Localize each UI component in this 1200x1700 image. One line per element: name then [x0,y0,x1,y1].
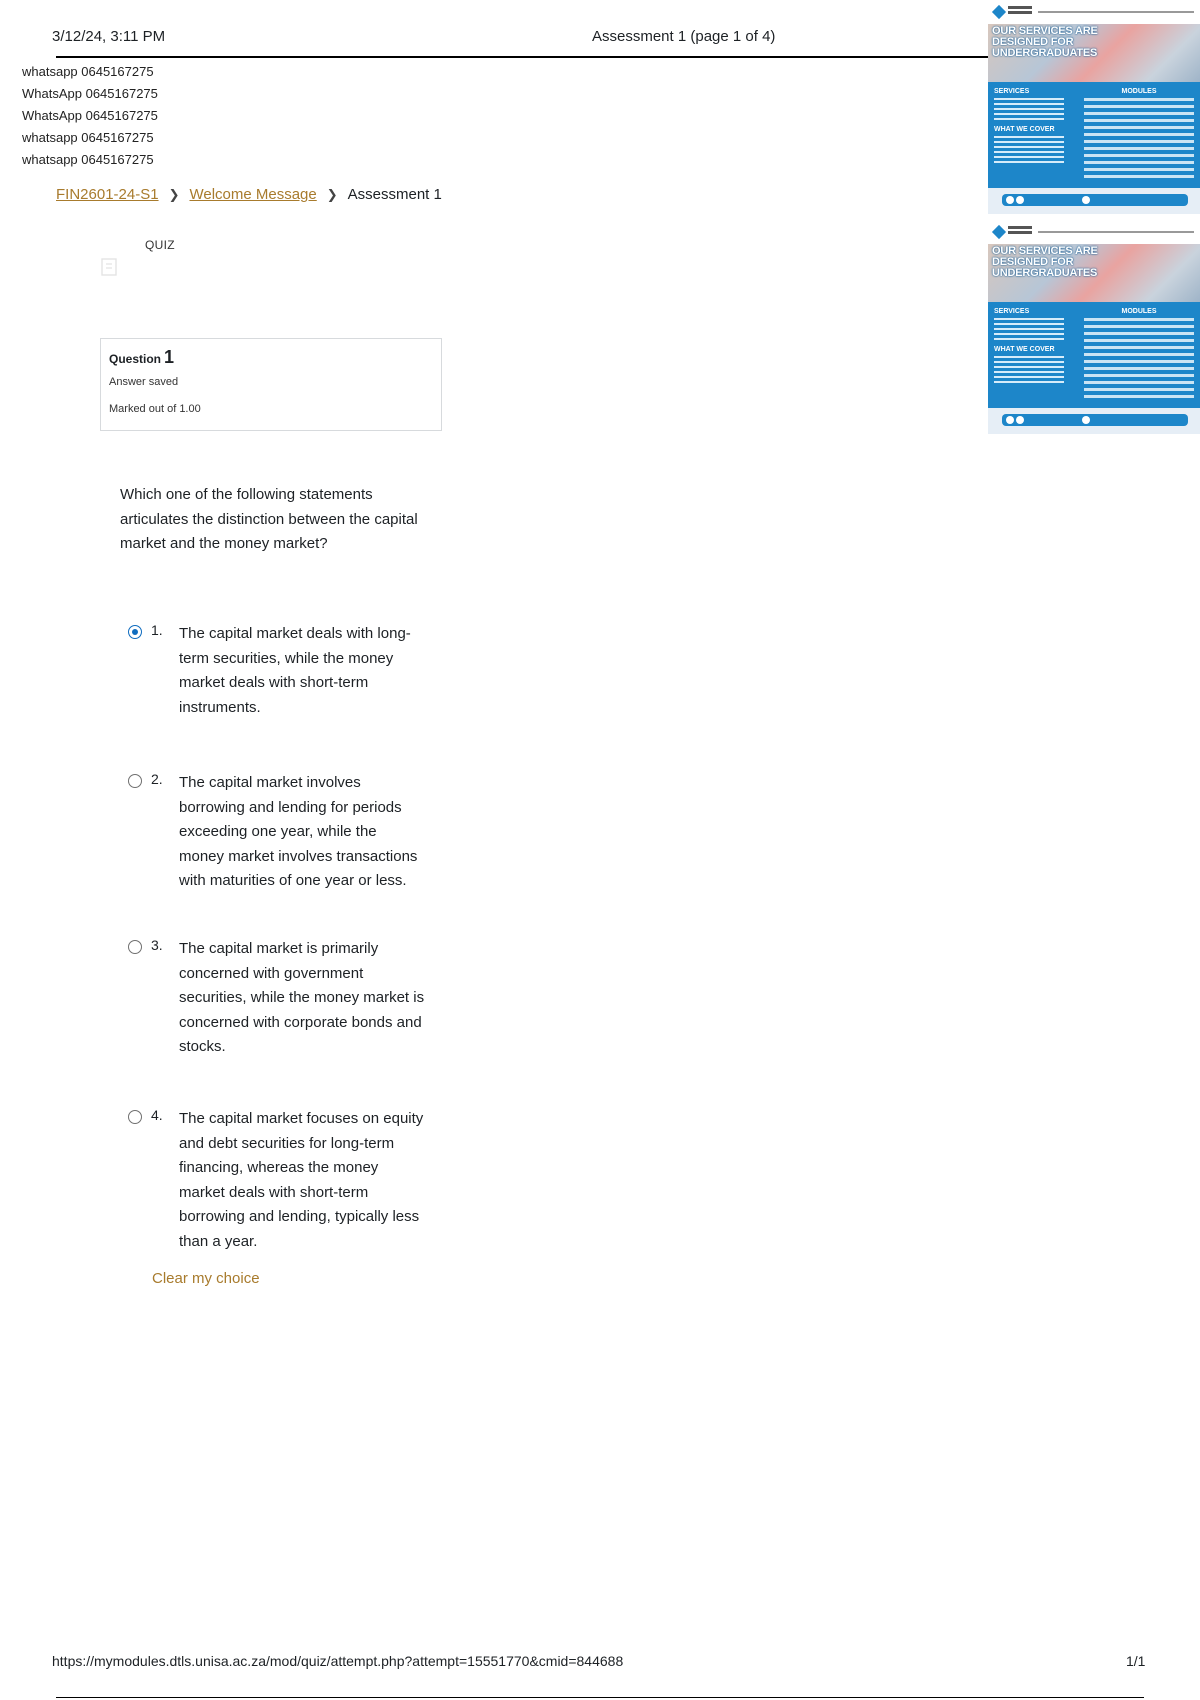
question-number: 1 [164,347,175,367]
logo-text-lines [1008,226,1032,229]
ad-cover-label: WHAT WE COVER [994,346,1055,353]
question-mark: Marked out of 1.00 [109,403,201,415]
radio-button[interactable] [128,940,142,954]
ad-modules-grid [1084,318,1194,402]
question-state: Answer saved [109,376,179,388]
watermark-text [22,61,158,171]
ad-services-label: SERVICES [994,308,1030,315]
answer-number: 3. [151,937,163,953]
breadcrumb-course-link[interactable]: FIN2601-24-S1 [56,186,159,203]
ad-tagline [1038,231,1194,233]
watermark-line: WhatsApp 0645167275 [22,86,158,101]
answer-number: 2. [151,771,163,787]
print-url: https://mymodules.dtls.unisa.ac.za/mod/quiz/attempt.php?attempt=15551770&cmid=844688 [52,1653,624,1669]
answer-text[interactable]: The capital market is primarily concerned with government securities, while the money market is concerned with corporate bonds and stocks. [179,940,425,1055]
answer-option-1[interactable] [128,622,425,720]
ad-banner[interactable] [988,2,1200,214]
answer-number: 4. [151,1107,163,1123]
breadcrumb-section-link[interactable]: Welcome Message [189,186,317,203]
ad-headline: OUR SERVICES ARE DESIGNED FOR UNDERGRADUATES [992,25,1098,59]
print-page-title: Assessment 1 (page 1 of 4) [592,28,776,45]
breadcrumb [56,186,442,203]
ad-banner[interactable] [988,222,1200,434]
ad-services-label: SERVICES [994,88,1030,95]
watermark-line: whatsapp 0645167275 [22,64,154,79]
answer-number: 1. [151,622,163,638]
chevron-right-icon: ❯ [326,186,338,202]
quiz-icon [100,256,122,278]
breadcrumb-current: Assessment 1 [347,186,442,203]
ad-tagline [1038,11,1194,13]
radio-button[interactable] [128,774,142,788]
whatsapp-icon [1016,416,1024,424]
ad-contact-bar [1002,194,1188,206]
email-icon [1082,196,1090,204]
radio-button-checked[interactable] [128,625,142,639]
question-heading [109,347,433,368]
phone-icon [1006,416,1014,424]
watermark-line: whatsapp 0645167275 [22,130,154,145]
email-icon [1082,416,1090,424]
ad-modules-grid [1084,98,1194,182]
ad-modules-label: MODULES [1121,308,1157,315]
answer-option-3[interactable] [128,937,425,1060]
answer-text[interactable]: The capital market deals with long-term securities, while the money market deals with short-term instruments. [179,625,411,716]
question-text: Which one of the following statements articulates the distinction between the capital market and the money market? [120,486,418,552]
clear-choice-link[interactable]: Clear my choice [152,1270,260,1287]
header-divider [56,56,988,58]
watermark-line: WhatsApp 0645167275 [22,108,158,123]
watermark-line: whatsapp 0645167275 [22,152,154,167]
footer-divider [56,1697,1144,1698]
question-info-box [100,338,442,431]
ad-headline: OUR SERVICES ARE DESIGNED FOR UNDERGRADUATES [992,245,1098,279]
whatsapp-icon [1016,196,1024,204]
activity-type-label: QUIZ [145,238,175,252]
ad-cover-label: WHAT WE COVER [994,126,1055,133]
print-page-number: 1/1 [1126,1653,1146,1669]
radio-button[interactable] [128,1110,142,1124]
phone-icon [1006,196,1014,204]
question-label: Question [109,352,162,366]
ad-services-column [994,88,1072,184]
ad-modules-label: MODULES [1121,88,1157,95]
chevron-right-icon: ❯ [168,186,180,202]
answer-text[interactable]: The capital market focuses on equity and debt securities for long-term financing, whereas the money market deals with short-term borrowing and lending, typically less than a year. [179,1110,424,1250]
print-date: 3/12/24, 3:11 PM [52,28,166,45]
answer-option-2[interactable] [128,771,425,894]
answer-text[interactable]: The capital market involves borrowing and lending for periods exceeding one year, while the money market involves transactions with maturities of one year or less. [179,774,418,889]
ad-services-column [994,308,1072,404]
ad-contact-bar [1002,414,1188,426]
answer-option-4[interactable] [128,1107,425,1254]
logo-text-lines [1008,6,1032,9]
